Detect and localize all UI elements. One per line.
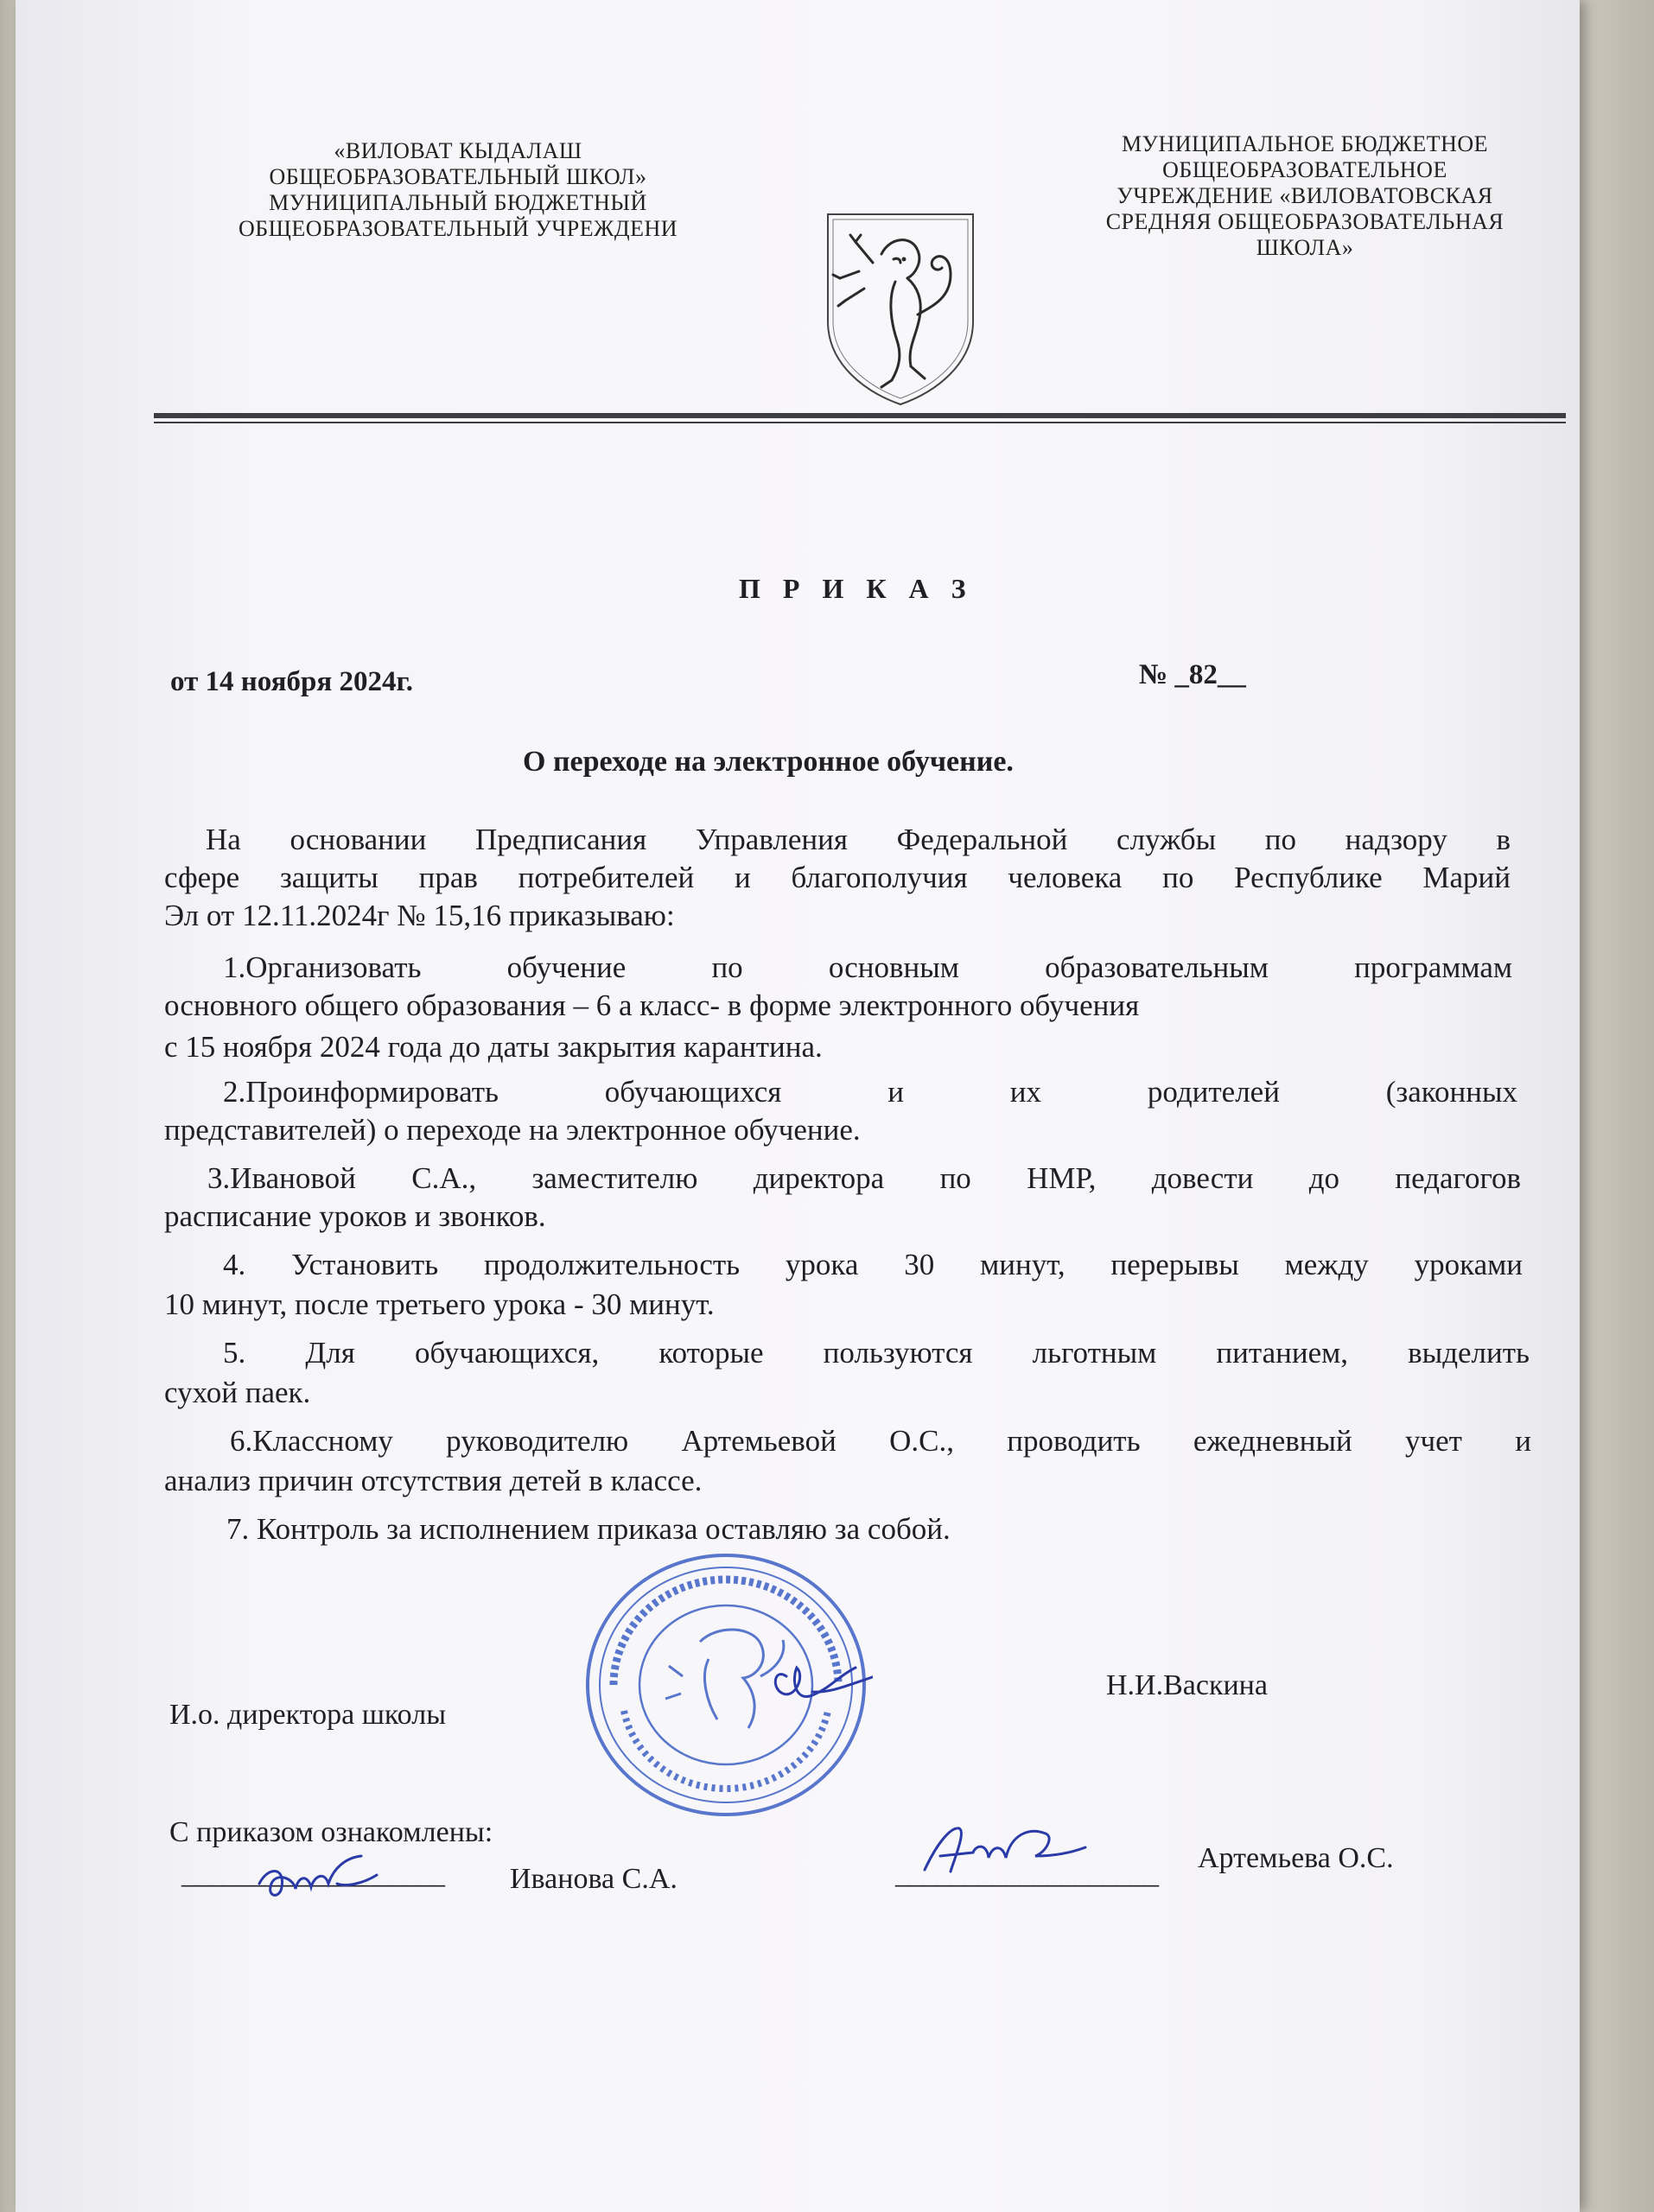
body-line: 6.Классному руководителю Артемьевой О.С., проводить ежедневный учет и — [230, 1424, 1531, 1458]
header-divider-thin — [154, 422, 1566, 423]
body-line: Эл от 12.11.2024г № 15,16 приказываю: — [164, 899, 675, 932]
header-right-line: УЧРЕЖДЕНИЕ «ВИЛОВАТОВСКАЯ — [1116, 183, 1493, 208]
body-line: с 15 ноября 2024 года до даты закрытия карантина. — [164, 1030, 823, 1064]
coat-of-arms-icon — [821, 211, 980, 408]
body-line: расписание уроков и звонков. — [164, 1199, 546, 1233]
order-date: от 14 ноября 2024г. — [170, 666, 413, 697]
director-name: Н.И.Васкина — [1106, 1669, 1268, 1701]
body-line: сухой паек. — [164, 1376, 311, 1409]
header-left-line: МУНИЦИПАЛЬНЫЙ БЮДЖЕТНЫЙ — [269, 190, 647, 215]
body-line: 1.Организовать обучение по основным образовательным программам — [223, 950, 1512, 984]
director-position: И.о. директора школы — [169, 1699, 447, 1731]
body-line: 4. Установить продолжительность урока 30 минут, перерывы между уроками — [223, 1248, 1523, 1281]
header-right-line: МУНИЦИПАЛЬНОЕ БЮДЖЕТНОЕ — [1121, 131, 1489, 156]
header-right-line: СРЕДНЯЯ ОБЩЕОБРАЗОВАТЕЛЬНАЯ — [1105, 209, 1505, 234]
header-divider-thick — [154, 413, 1566, 418]
signature-line-2: ___________________ — [895, 1858, 1158, 1890]
body-line: 5. Для обучающихся, которые пользуются льготным питанием, выделить — [223, 1336, 1530, 1370]
round-stamp-icon — [579, 1547, 873, 1823]
body-line: На основании Предписания Управления Федеральной службы по надзору в — [206, 823, 1511, 856]
header-left-line: ОБЩЕОБРАЗОВАТЕЛЬНЫЙ УЧРЕЖДЕНИ — [238, 216, 678, 241]
signature-line-1: ___________________ — [181, 1858, 444, 1890]
body-line: 3.Ивановой С.А., заместителю директора по НМР, довести до педагогов — [207, 1161, 1521, 1195]
header-right-line: ОБЩЕОБРАЗОВАТЕЛЬНОЕ — [1162, 157, 1447, 182]
acknowledged-person-2: Артемьева О.С. — [1198, 1842, 1394, 1874]
acknowledged-person-1: Иванова С.А. — [510, 1863, 678, 1895]
order-subject: О переходе на электронное обучение. — [523, 746, 1014, 778]
body-line: 2.Проинформировать обучающихся и их родителей (законных — [223, 1075, 1517, 1109]
body-line: представителей) о переходе на электронное обучение. — [164, 1113, 861, 1147]
order-title: П Р И К А З — [739, 573, 974, 604]
acknowledged-label: С приказом ознакомлены: — [169, 1816, 493, 1848]
header-right-line: ШКОЛА» — [1256, 235, 1354, 260]
header-left-org — [173, 138, 743, 242]
signature-artemyeva-icon — [916, 1818, 1089, 1887]
body-line: сфере защиты прав потребителей и благополучия человека по Республике Марий — [164, 861, 1511, 894]
header-right-org — [1037, 131, 1573, 261]
header-left-line: «ВИЛОВАТ КЫДАЛАШ — [334, 138, 582, 163]
signature-ivanova-icon — [251, 1849, 380, 1910]
order-number: № _82__ — [1139, 659, 1246, 690]
header-left-line: ОБЩЕОБРАЗОВАТЕЛЬНЫЙ ШКОЛ» — [269, 164, 647, 189]
body-line: основного общего образования – 6 а класс- в форме электронного обучения — [164, 988, 1140, 1022]
body-line: 10 минут, после третьего урока - 30 минут. — [164, 1287, 715, 1321]
body-line: анализ причин отсутствия детей в классе. — [164, 1464, 703, 1497]
body-line: 7. Контроль за исполнением приказа оставляю за собой. — [226, 1512, 951, 1546]
